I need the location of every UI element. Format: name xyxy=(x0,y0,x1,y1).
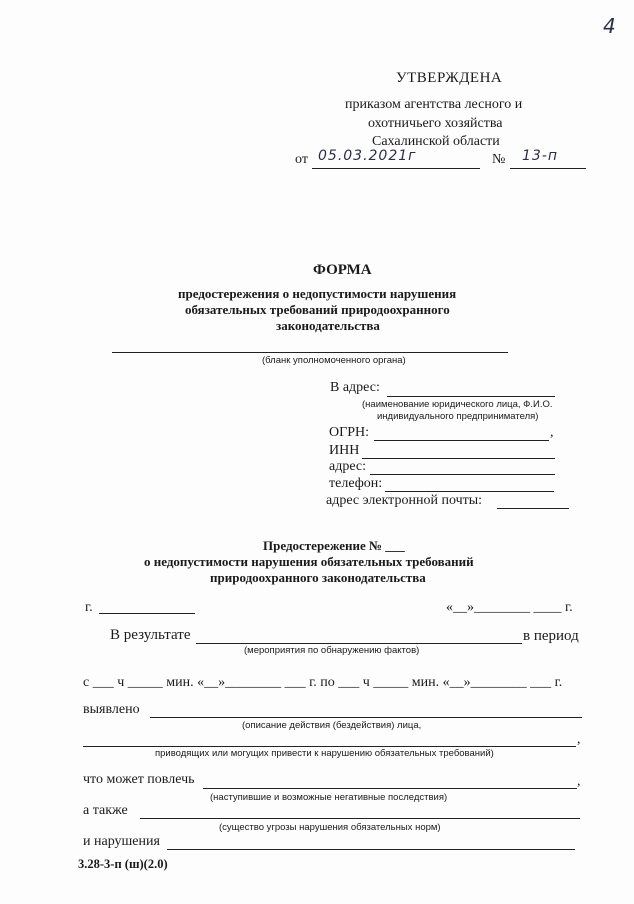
period-line: с ___ ч _____ мин. «__»________ ___ г. по ___ ч _____ мин. «__»________ ___ г. xyxy=(83,675,563,690)
address-to-label: В адрес: xyxy=(330,380,380,395)
address-to-line xyxy=(387,396,555,397)
may-lead-comma: , xyxy=(577,774,581,789)
inn-label: ИНН xyxy=(329,443,360,458)
footer-code: 3.28-3-п (ш)(2.0) xyxy=(78,857,168,871)
approval-number-label: № xyxy=(492,152,506,167)
address-label: адрес: xyxy=(329,459,367,474)
approval-title: УТВЕРЖДЕНА xyxy=(396,70,503,86)
form-heading-line-1: предостережения о недопустимости нарушения xyxy=(178,286,457,301)
found-line-2 xyxy=(83,746,576,747)
document-date-template: «__»________ ____ г. xyxy=(446,600,573,615)
found-label: выявлено xyxy=(83,702,140,717)
found-line xyxy=(150,717,582,718)
found-caption-2: приводящих или могущих привести к нарушению обязательных требований) xyxy=(155,748,494,759)
phone-label: телефон: xyxy=(329,476,383,491)
city-line xyxy=(99,613,195,614)
result-line xyxy=(196,643,522,644)
violation-label: и нарушения xyxy=(83,834,160,849)
violation-line xyxy=(167,849,575,850)
approval-date-handwritten: 05.03.2021г xyxy=(318,148,417,164)
city-label: г. xyxy=(85,600,93,615)
approval-number-line xyxy=(510,168,586,169)
may-lead-caption: (наступившие и возможные негативные последствия) xyxy=(210,792,448,803)
email-label: адрес электронной почты: xyxy=(326,493,483,508)
address-to-caption-1: (наименование юридического лица, Ф.И.О. xyxy=(362,399,553,410)
result-label: В результате xyxy=(110,627,191,643)
address-to-caption-2: индивидуального предпринимателя) xyxy=(377,411,539,422)
warning-heading-line-3: природоохранного законодательства xyxy=(210,570,426,585)
result-caption: (мероприятия по обнаружению фактов) xyxy=(244,645,420,656)
approval-from-label: от xyxy=(295,152,308,167)
may-lead-label: что может повлечь xyxy=(83,772,195,787)
found-caption: (описание действия (бездействия) лица, xyxy=(242,720,422,731)
form-heading-line-3: законодательства xyxy=(276,318,380,333)
ogrn-comma: , xyxy=(550,425,554,440)
form-heading-line-2: обязательных требований природоохранного xyxy=(185,302,450,317)
address-line xyxy=(370,474,555,475)
also-caption: (существо угрозы нарушения обязательных норм) xyxy=(219,822,441,833)
approval-line-1: приказом агентства лесного и xyxy=(345,97,523,112)
approval-date-line xyxy=(312,168,480,169)
found-comma: , xyxy=(577,732,581,747)
approval-line-3: Сахалинской области xyxy=(372,134,500,149)
warning-heading-line-2: о недопустимости нарушения обязательных требований xyxy=(144,554,474,569)
phone-line xyxy=(385,491,554,492)
warning-heading-line-1: Предостережение № ___ xyxy=(263,538,405,553)
may-lead-line xyxy=(203,788,577,789)
ogrn-line xyxy=(374,440,549,441)
email-line xyxy=(497,508,569,509)
also-line xyxy=(140,818,580,819)
form-title: ФОРМА xyxy=(313,262,372,278)
approval-number-handwritten: 13-п xyxy=(522,148,559,164)
inn-line xyxy=(362,458,555,459)
authority-blank-caption: (бланк уполномоченного органа) xyxy=(262,355,406,366)
page-number-mark: 4 xyxy=(603,14,617,38)
approval-line-2: охотничьего хозяйства xyxy=(368,116,503,131)
authority-blank-line xyxy=(112,352,508,353)
ogrn-label: ОГРН: xyxy=(329,425,369,440)
period-label: в период xyxy=(523,628,579,644)
also-label: а также xyxy=(83,803,128,818)
